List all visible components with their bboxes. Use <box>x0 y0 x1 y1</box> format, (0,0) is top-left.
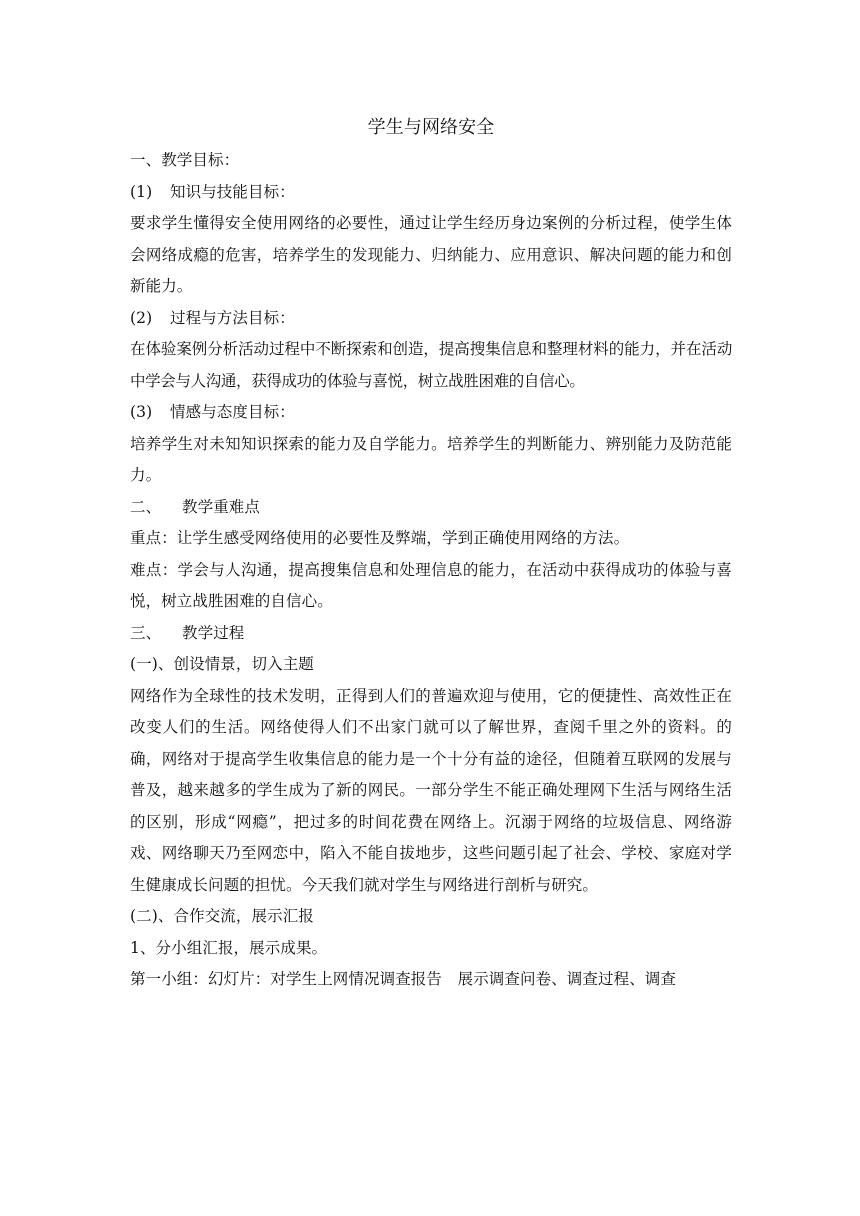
section-heading-key-points <box>130 492 732 524</box>
objective-number: (3) <box>130 403 153 421</box>
section-title: 教学过程 <box>182 623 245 642</box>
difficult-point-text: 难点：学会与人沟通，提高搜集信息和处理信息的能力，在活动中获得成功的体验与喜悦，树立战胜困难的自信心。 <box>130 560 732 610</box>
document-body <box>130 112 732 996</box>
section-heading-process <box>130 618 732 650</box>
objective-heading-attitude <box>130 397 732 429</box>
objective-text-attitude: 培养学生对未知知识探索的能力及自学能力。培养学生的判断能力、辨别能力及防范能力。 <box>130 434 732 484</box>
objective-number: (1) <box>130 182 153 201</box>
objective-label: 知识与技能目标： <box>170 182 295 201</box>
document-title: 学生与网络安全 <box>367 117 495 138</box>
group-report-item: 1、分小组汇报，展示成果。 <box>130 938 328 957</box>
objective-heading-knowledge <box>130 177 732 209</box>
section-heading-objectives: 一、教学目标： <box>130 151 240 169</box>
section-title: 教学重难点 <box>182 497 261 516</box>
objective-heading-process <box>130 303 732 335</box>
objective-text-knowledge: 要求学生懂得安全使用网络的必要性，通过让学生经历身边案例的分析过程，使学生体会网络成瘾的危害，培养学生的发现能力、归纳能力、应用意识、解决问题的能力和创新能力。 <box>130 214 732 295</box>
key-point-text: 重点：让学生感受网络使用的必要性及弊端，学到正确使用网络的方法。 <box>130 529 630 547</box>
section-number: 二、 <box>130 497 162 516</box>
subsection-heading-exchange: (二)、合作交流，展示汇报 <box>130 907 314 925</box>
objective-label: 情感与态度目标： <box>170 403 295 421</box>
objective-number: (2) <box>130 308 153 327</box>
objective-label: 过程与方法目标： <box>170 308 295 327</box>
subsection-heading-scenario: (一)、创设情景，切入主题 <box>130 655 314 673</box>
scenario-paragraph: 网络作为全球性的技术发明，正得到人们的普遍欢迎与使用，它的便捷性、高效性正在改变人们的生活。网络使得人们不出家门就可以了解世界，查阅千里之外的资料。的确，网络对于提高学生收集信息的能力是一个十分有益的途径，但随着互联网的发展与普及，越来越多的学生成为了新的网民。一部分学生不能正确处理网下生活与网络生活的区别，形成“网瘾”，把过多的时间花费在网络上。沉溺于网络的垃圾信息、网络游戏、网络聊天乃至网恋中，陷入不能自拔地步，这些问题引起了社会、学校、家庭对学生健康成长问题的担忧。今天我们就对学生与网络进行剖析与研究。 <box>130 686 732 894</box>
objective-text-process: 在体验案例分析活动过程中不断探索和创造，提高搜集信息和整理材料的能力，并在活动中学会与人沟通，获得成功的体验与喜悦，树立战胜困难的自信心。 <box>130 340 732 390</box>
section-number: 三、 <box>130 623 162 642</box>
group-one-report: 第一小组：幻灯片：对学生上网情况调查报告 展示调查问卷、调查过程、调查 <box>130 970 677 988</box>
